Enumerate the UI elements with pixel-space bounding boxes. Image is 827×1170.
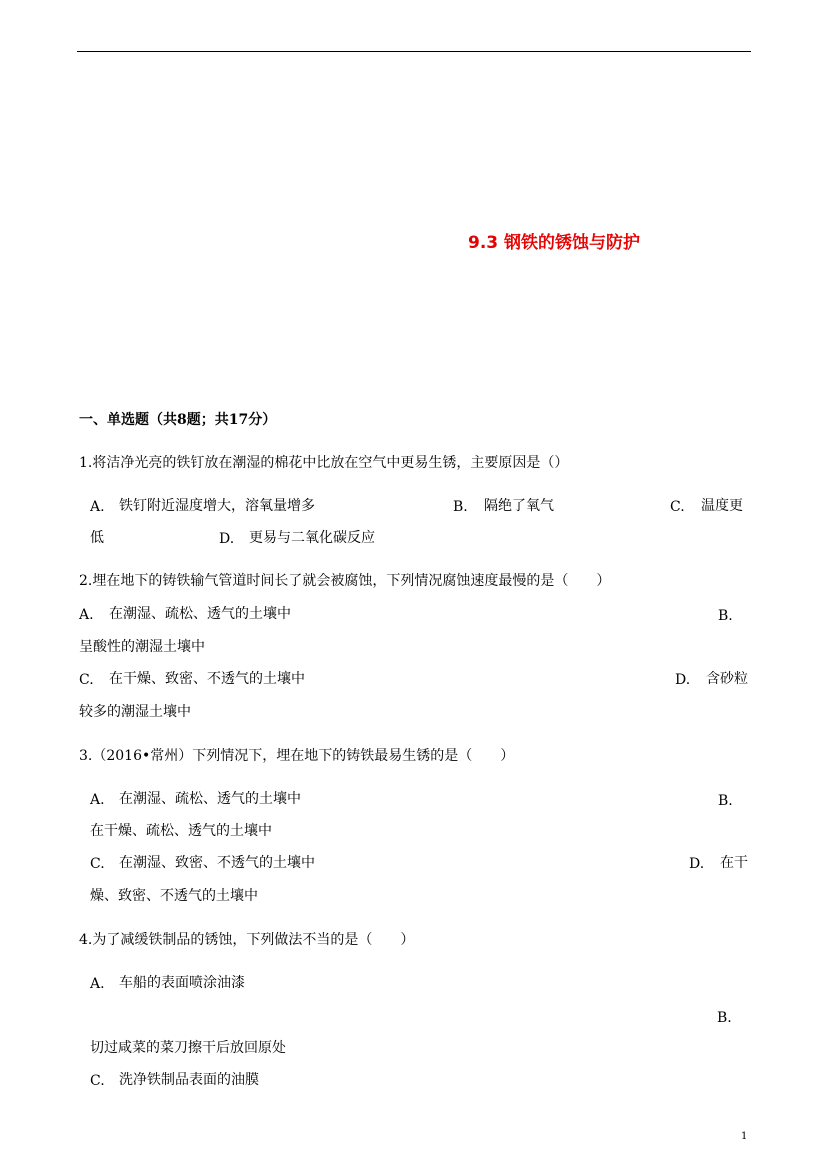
option-text-continued: 在干燥、疏松、透气的土壤中 [90, 823, 272, 839]
option-text: 温度更 [701, 498, 743, 514]
option-text-continued: 较多的潮湿土壤中 [79, 704, 191, 720]
option-text: 洗净铁制品表面的油膜 [119, 1072, 259, 1088]
option-text-continued: 燥、致密、不透气的土壤中 [90, 888, 258, 904]
question-stem: 2.埋在地下的铸铁输气管道时间长了就会被腐蚀，下列情况腐蚀速度最慢的是（ ） [79, 573, 611, 589]
option-letter: C. [90, 856, 105, 872]
question-stem: 1.将洁净光亮的铁钉放在潮湿的棉花中比放在空气中更易生锈，主要原因是（） [79, 455, 569, 471]
option-letter: D. [675, 672, 691, 688]
question-stem: 3.（2016•常州）下列情况下，埋在地下的铸铁最易生锈的是（ ） [79, 748, 515, 764]
option-letter: C. [90, 1073, 105, 1089]
option-letter: D. [689, 856, 705, 872]
header-rule [77, 51, 751, 52]
option-text: 在干燥、致密、不透气的土壤中 [109, 671, 305, 687]
option-text: 更易与二氧化碳反应 [249, 530, 375, 546]
option-letter: B. [718, 608, 733, 624]
option-text: 在潮湿、疏松、透气的土壤中 [109, 606, 291, 622]
section-header: 一、单选题（共8题；共17分） [79, 412, 277, 428]
option-text: 车船的表面喷涂油漆 [119, 975, 245, 991]
option-letter: D. [219, 531, 235, 547]
option-letter: C. [79, 672, 94, 688]
option-letter: B. [453, 499, 468, 515]
option-letter: A. [90, 499, 105, 515]
option-text: 在干 [720, 855, 748, 871]
option-text-continued: 低 [90, 530, 104, 546]
option-letter: A. [90, 976, 105, 992]
option-text: 在潮湿、疏松、透气的土壤中 [119, 791, 301, 807]
option-text: 铁钉附近湿度增大，溶氧量增多 [119, 498, 315, 514]
option-letter: A. [79, 607, 94, 623]
option-text-continued: 呈酸性的潮湿土壤中 [79, 639, 205, 655]
question-stem: 4.为了减缓铁制品的锈蚀，下列做法不当的是（ ） [79, 932, 415, 948]
option-letter: B. [717, 1010, 732, 1026]
option-letter: C. [670, 499, 685, 515]
page-number: 1 [741, 1131, 748, 1142]
option-letter: A. [90, 792, 105, 808]
option-letter: B. [718, 793, 733, 809]
option-text: 在潮湿、致密、不透气的土壤中 [119, 855, 315, 871]
document-title: 9.3 钢铁的锈蚀与防护 [468, 233, 641, 253]
option-text-continued: 切过咸菜的菜刀擦干后放回原处 [90, 1040, 286, 1056]
option-text: 含砂粒 [706, 671, 748, 687]
option-text: 隔绝了氧气 [484, 498, 554, 514]
